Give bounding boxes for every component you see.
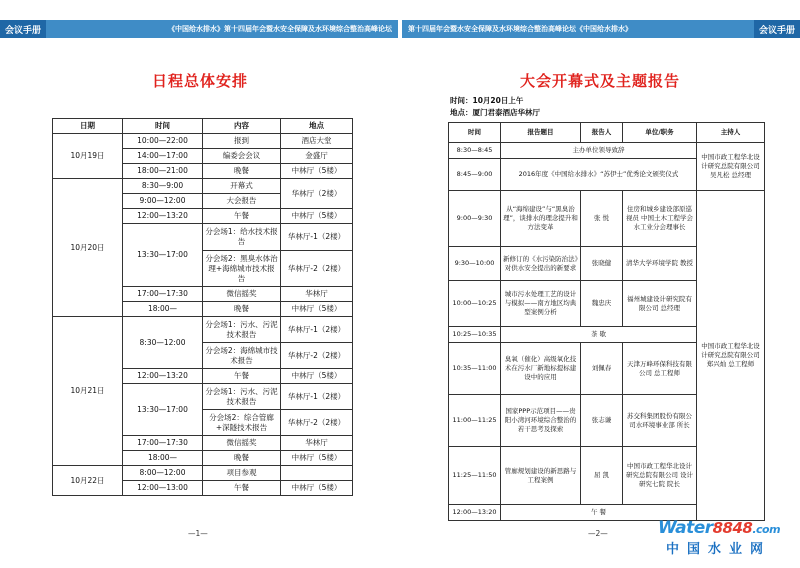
org-cell: 中国市政工程华北设计研究总院有限公司 设计研究七院 院长	[623, 447, 697, 505]
location-cell: 中林厅（5楼）	[281, 164, 353, 179]
location-cell: 华林厅（2楼）	[281, 179, 353, 209]
time-cell: 12:00—13:20	[123, 209, 203, 224]
header-subtitle: 第十四届年会暨水安全保障及水环境综合整治高峰论坛《中国给水排水》	[408, 25, 632, 33]
date-cell: 10月21日	[53, 317, 123, 466]
location-cell: 华林厅-1（2楼）	[281, 317, 353, 343]
time-cell: 18:00—	[123, 451, 203, 466]
time-cell: 8:30—8:45	[449, 143, 501, 159]
time-cell: 11:25—11:50	[449, 447, 501, 505]
content-cell: 分会场2：海绵城市技术报告	[203, 343, 281, 369]
time-cell: 12:00—13:20	[123, 369, 203, 384]
page-number: —2—	[588, 529, 608, 538]
time-cell: 8:00—12:00	[123, 466, 203, 481]
content-cell: 微信摇奖	[203, 287, 281, 302]
content-cell: 项目参观	[203, 466, 281, 481]
col-header-content: 内容	[203, 119, 281, 134]
speaker-cell: 张志谦	[581, 395, 623, 447]
header-tag: 会议手册	[0, 20, 46, 38]
location-cell: 中林厅（5楼）	[281, 302, 353, 317]
host-cell: 中国市政工程华北设计研究总院有限公司 郑兴灿 总工程师	[697, 191, 765, 521]
content-cell: 报到	[203, 134, 281, 149]
location-cell: 华林厅-1（2楼）	[281, 224, 353, 251]
speaker-cell: 屈 凯	[581, 447, 623, 505]
location-cell: 中林厅（5楼）	[281, 369, 353, 384]
content-cell: 午餐	[203, 481, 281, 496]
content-cell: 微信摇奖	[203, 436, 281, 451]
content-cell: 分会场2：黑臭水体治理+海绵城市技术报告	[203, 251, 281, 287]
opening-report-table	[448, 122, 765, 521]
time-cell: 10:35—11:00	[449, 343, 501, 395]
location-cell: 酒店大堂	[281, 134, 353, 149]
content-cell: 编委会会议	[203, 149, 281, 164]
content-cell: 开幕式	[203, 179, 281, 194]
col-header-speaker: 报告人	[581, 123, 623, 143]
date-cell: 10月20日	[53, 179, 123, 317]
col-header-title: 报告题目	[501, 123, 581, 143]
time-cell: 13:30—17:00	[123, 384, 203, 436]
time-cell: 14:00—17:00	[123, 149, 203, 164]
time-cell: 10:00—10:25	[449, 281, 501, 327]
location-cell	[281, 466, 353, 481]
title-cell: 茶 歇	[501, 327, 697, 343]
location-cell: 华林厅	[281, 436, 353, 451]
location-cell: 华林厅-2（2楼）	[281, 251, 353, 287]
title-cell: 2016年度《中国给水排水》“苏伊士”优秀论文颁奖仪式	[501, 159, 697, 191]
title-cell: 主办单位领导致辞	[501, 143, 697, 159]
schedule-table	[52, 118, 353, 496]
logo-word: Water	[658, 518, 713, 538]
time-cell: 18:00—	[123, 302, 203, 317]
content-cell: 午餐	[203, 369, 281, 384]
time-cell: 9:30—10:00	[449, 247, 501, 281]
right-header-bar	[402, 20, 800, 38]
title-cell: 管廊规划建设的新思路与工程案例	[501, 447, 581, 505]
page-title: 大会开幕式及主题报告	[519, 72, 680, 90]
org-cell: 苏交科集团股份有限公司水环境事业部 所长	[623, 395, 697, 447]
time-cell: 13:30—17:00	[123, 224, 203, 287]
title-cell: 臭氧（催化）高级氧化技术在污水厂新地标提标建设中的应用	[501, 343, 581, 395]
time-cell: 17:00—17:30	[123, 436, 203, 451]
time-cell: 11:00—11:25	[449, 395, 501, 447]
header-subtitle: 《中国给水排水》第十四届年会暨水安全保障及水环境综合整治高峰论坛	[168, 25, 392, 33]
logo-number: 8848	[712, 519, 753, 537]
org-cell: 住房和城乡建设部原巡视员 中国土木工程学会水工业分会理事长	[623, 191, 697, 247]
date-cell: 10月22日	[53, 466, 123, 496]
location-cell: 中林厅（5楼）	[281, 209, 353, 224]
content-cell: 分会场1：污水、污泥技术报告	[203, 317, 281, 343]
content-cell: 晚餐	[203, 302, 281, 317]
logo-domain: .com	[752, 523, 781, 536]
content-cell: 分会场2：综合管廊+深隧技术报告	[203, 410, 281, 436]
logo-chinese-name: 中国水业网	[666, 542, 772, 557]
time-cell: 8:30—12:00	[123, 317, 203, 369]
date-cell: 10月19日	[53, 134, 123, 179]
time-cell: 8:30—9:00	[123, 179, 203, 194]
title-cell: 城市污水处理工艺的设计与模拟——南方地区均典型案例分析	[501, 281, 581, 327]
left-header-bar	[0, 20, 398, 38]
col-header-time: 时间	[123, 119, 203, 134]
title-cell: 新修订的《水污染防治法》对供水安全提出的新要求	[501, 247, 581, 281]
speaker-cell: 张 悦	[581, 191, 623, 247]
time-cell: 10:00—22:00	[123, 134, 203, 149]
title-cell: 午 餐	[501, 505, 697, 521]
page-number: —1—	[188, 529, 208, 538]
time-cell: 18:00—21:00	[123, 164, 203, 179]
title-cell: 国家PPP示范项目——贵阳小湾河环境综合整治的若干思考及探索	[501, 395, 581, 447]
session-place: 地点：厦门君泰酒店华林厅	[450, 108, 540, 117]
col-header-host: 主持人	[697, 123, 765, 143]
location-cell: 中林厅（5楼）	[281, 481, 353, 496]
speaker-cell: 张晓健	[581, 247, 623, 281]
content-cell: 晚餐	[203, 164, 281, 179]
time-cell: 10:25—10:35	[449, 327, 501, 343]
page-title: 日程总体安排	[151, 72, 248, 90]
logo-wordmark	[658, 518, 798, 538]
col-header-org: 单位/职务	[623, 123, 697, 143]
time-cell: 9:00—9:30	[449, 191, 501, 247]
time-cell: 9:00—12:00	[123, 194, 203, 209]
water8848-logo	[658, 518, 798, 557]
org-cell: 福州城建设计研究院有限公司 总经理	[623, 281, 697, 327]
location-cell: 金盛厅	[281, 149, 353, 164]
time-cell: 12:00—13:00	[123, 481, 203, 496]
speaker-cell: 魏忠庆	[581, 281, 623, 327]
content-cell: 分会场1：污水、污泥技术报告	[203, 384, 281, 410]
org-cell: 天津万峰环保科技有限公司 总工程师	[623, 343, 697, 395]
speaker-cell: 刘佩春	[581, 343, 623, 395]
location-cell: 华林厅-2（2楼）	[281, 343, 353, 369]
header-tag: 会议手册	[754, 20, 800, 38]
col-header-time: 时间	[449, 123, 501, 143]
time-cell: 17:00—17:30	[123, 287, 203, 302]
location-cell: 中林厅（5楼）	[281, 451, 353, 466]
session-time: 时间：10月20日上午	[450, 96, 524, 105]
location-cell: 华林厅	[281, 287, 353, 302]
col-header-location: 地点	[281, 119, 353, 134]
content-cell: 大会报告	[203, 194, 281, 209]
content-cell: 午餐	[203, 209, 281, 224]
title-cell: 从“海绵建设”与“黑臭治理”，谈排水的理念提升和方法变革	[501, 191, 581, 247]
org-cell: 清华大学环境学院 教授	[623, 247, 697, 281]
time-cell: 8:45—9:00	[449, 159, 501, 191]
location-cell: 华林厅-2（2楼）	[281, 410, 353, 436]
location-cell: 华林厅-1（2楼）	[281, 384, 353, 410]
time-cell: 12:00—13:20	[449, 505, 501, 521]
content-cell: 晚餐	[203, 451, 281, 466]
col-header-date: 日期	[53, 119, 123, 134]
content-cell: 分会场1：给水技术报告	[203, 224, 281, 251]
host-cell: 中国市政工程华北设计研究总院有限公司 吴凡松 总经理	[697, 143, 765, 191]
